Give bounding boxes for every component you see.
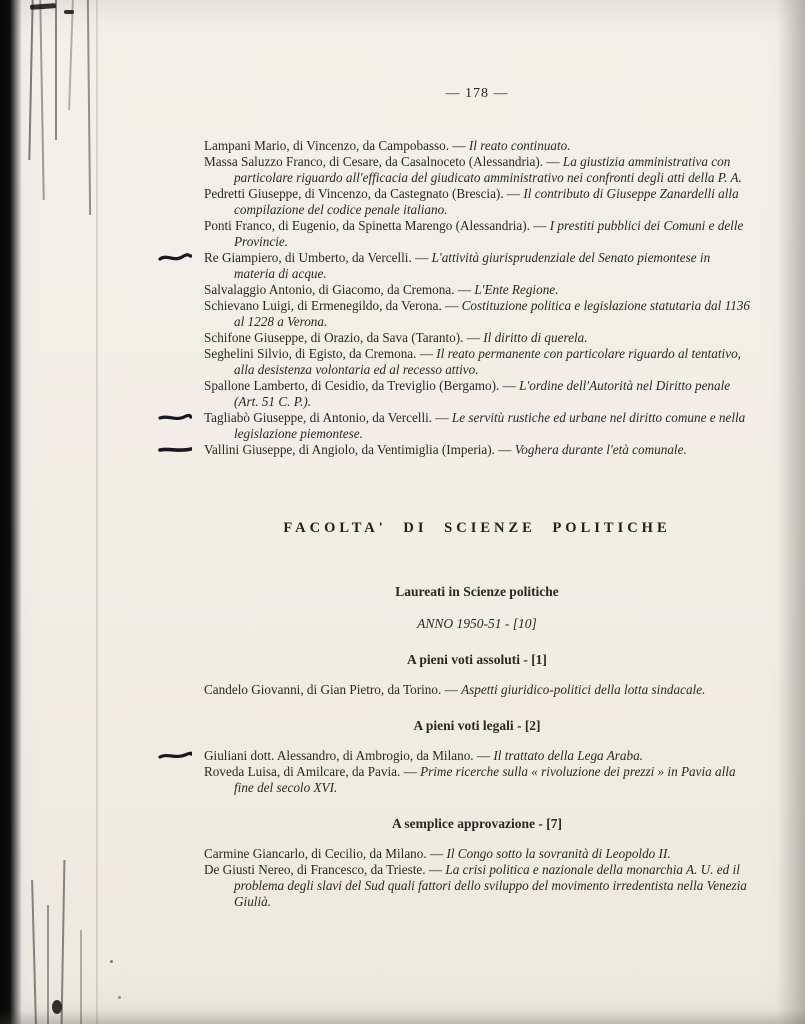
faculty-heading: FACOLTA' DI SCIENZE POLITICHE	[283, 520, 671, 536]
graduate-entry	[204, 410, 750, 442]
graduate-entry	[204, 282, 750, 298]
graduate-entry	[204, 218, 750, 250]
thesis-title: Voghera durante l'età comunale.	[514, 442, 687, 457]
scan-streak	[61, 860, 66, 1024]
scan-streak	[55, 0, 57, 140]
graduate-entry	[204, 154, 750, 186]
ink-mark-icon	[158, 252, 192, 268]
graduate-name: Tagliabò Giuseppe, di Antonio, da Vercelli. —	[204, 410, 452, 425]
thesis-title: Le servitù rustiche ed urbane nel diritto comune e nella legislazione piemontese.	[234, 410, 746, 441]
scan-right-shadow	[777, 0, 805, 1024]
scan-streak	[39, 0, 44, 200]
scan-streak	[28, 0, 33, 160]
thesis-title: Il diritto di querela.	[483, 330, 588, 345]
thesis-title: Il contributo di Giuseppe Zanardelli alla compilazione del codice penale italiano.	[234, 186, 739, 217]
scan-streak	[31, 880, 37, 1024]
thesis-title: Prime ricerche sulla « rivoluzione dei prezzi » in Pavia alla fine del secolo XVI.	[234, 764, 736, 795]
thesis-title: Il trattato della Lega Araba.	[493, 748, 643, 763]
thesis-title: L'Ente Regione.	[474, 282, 559, 297]
law-graduates-list	[204, 138, 750, 458]
group-entries	[204, 748, 750, 796]
graduate-entry	[204, 378, 750, 410]
graduate-name: Seghelini Silvio, di Egisto, da Cremona. —	[204, 346, 437, 361]
page-number: — 178 —	[445, 86, 509, 101]
group-heading: A semplice approvazione - [7]	[392, 816, 562, 831]
book-binding-edge	[0, 0, 22, 1024]
scan-smudge	[30, 3, 56, 10]
graduate-entry	[204, 346, 750, 378]
graduate-entry	[204, 764, 750, 796]
graduate-name: Candelo Giovanni, di Gian Pietro, da Torino. —	[204, 682, 462, 697]
graduate-entry	[204, 442, 750, 458]
thesis-title: Costituzione politica e legislazione statutaria dal 1136 al 1228 a Verona.	[234, 298, 751, 329]
ink-mark-icon	[158, 750, 192, 766]
group-entries	[204, 682, 750, 698]
section-subheading: Laureati in Scienze politiche	[395, 584, 559, 599]
group-heading: A pieni voti assoluti - [1]	[407, 652, 547, 667]
thesis-title: L'attività giurisprudenziale del Senato piemontese in materia di acque.	[234, 250, 711, 281]
thesis-title: L'ordine dell'Autorità nel Diritto penale (Art. 51 C. P.).	[234, 378, 731, 409]
group-heading: A pieni voti legali - [2]	[413, 718, 541, 733]
graduate-entry	[204, 250, 750, 282]
graduate-name: Lampani Mario, di Vincenzo, da Campobasso. —	[204, 138, 469, 153]
graduate-name: Carmine Giancarlo, di Cecilio, da Milano. —	[204, 846, 447, 861]
graduate-entry	[204, 862, 750, 910]
scan-smudge	[64, 10, 74, 14]
page-content	[204, 86, 750, 910]
graduate-name: Pedretti Giuseppe, di Vincenzo, da Castegnato (Brescia). —	[204, 186, 524, 201]
thesis-title: La giustizia amministrativa con particolare riguardo all'efficacia del giudicato amministrativo nei confronti degli atti della P. A.	[234, 154, 742, 185]
thesis-title: I prestiti pubblici dei Comuni e delle Provincie.	[234, 218, 744, 249]
graduate-entry	[204, 186, 750, 218]
thesis-title: La crisi politica e nazionale della monarchia A. U. ed il problema degli slavi del Sud quali fattori dello sviluppo del movimento irredentista nella Venezia Giulià.	[234, 862, 747, 909]
graduate-name: Re Giampiero, di Umberto, da Vercelli. —	[204, 250, 432, 265]
graduate-entry	[204, 330, 750, 346]
thesis-title: Il reato permanente con particolare riguardo al tentativo, alla desistenza volontaria ed al recesso attivo.	[234, 346, 741, 377]
ink-mark-icon	[158, 412, 192, 428]
scan-smudge	[52, 1000, 62, 1014]
graduate-entry	[204, 298, 750, 330]
graduate-entry	[204, 748, 750, 764]
graduate-name: Spallone Lamberto, di Cesidio, da Treviglio (Bergamo). —	[204, 378, 520, 393]
scan-streak	[68, 0, 74, 110]
thesis-title: Il Congo sotto la sovranità di Leopoldo II.	[446, 846, 671, 861]
thesis-title: Il reato continuato.	[468, 138, 571, 153]
group-entries	[204, 846, 750, 910]
scan-streak	[96, 0, 98, 1024]
scan-speck	[118, 996, 121, 999]
graduate-entry	[204, 846, 750, 862]
graduate-name: Salvalaggio Antonio, di Giacomo, da Cremona. —	[204, 282, 475, 297]
scan-bottom-shadow	[0, 1010, 805, 1024]
graduate-name: Roveda Luisa, di Amilcare, da Pavia. —	[204, 764, 421, 779]
scan-streak	[47, 905, 49, 1024]
thesis-title: Aspetti giuridico-politici della lotta sindacale.	[461, 682, 706, 697]
scan-speck	[110, 960, 113, 963]
graduate-name: Vallini Giuseppe, di Angiolo, da Ventimiglia (Imperia). —	[204, 442, 515, 457]
graduate-name: Schievano Luigi, di Ermenegildo, da Verona. —	[204, 298, 462, 313]
graduate-name: Massa Saluzzo Franco, di Cesare, da Casalnoceto (Alessandria). —	[204, 154, 563, 169]
graduate-entry	[204, 138, 750, 154]
scan-streak	[87, 0, 91, 215]
scan-streak	[80, 930, 82, 1024]
graduate-name: De Giusti Nereo, di Francesco, da Trieste. —	[204, 862, 446, 877]
year-heading: ANNO 1950-51 - [10]	[417, 616, 537, 631]
ink-mark-icon	[158, 444, 192, 460]
graduate-entry	[204, 682, 750, 698]
graduate-name: Giuliani dott. Alessandro, di Ambrogio, da Milano. —	[204, 748, 494, 763]
graduate-name: Ponti Franco, di Eugenio, da Spinetta Marengo (Alessandria). —	[204, 218, 550, 233]
graduate-name: Schifone Giuseppe, di Orazio, da Sava (Taranto). —	[204, 330, 484, 345]
